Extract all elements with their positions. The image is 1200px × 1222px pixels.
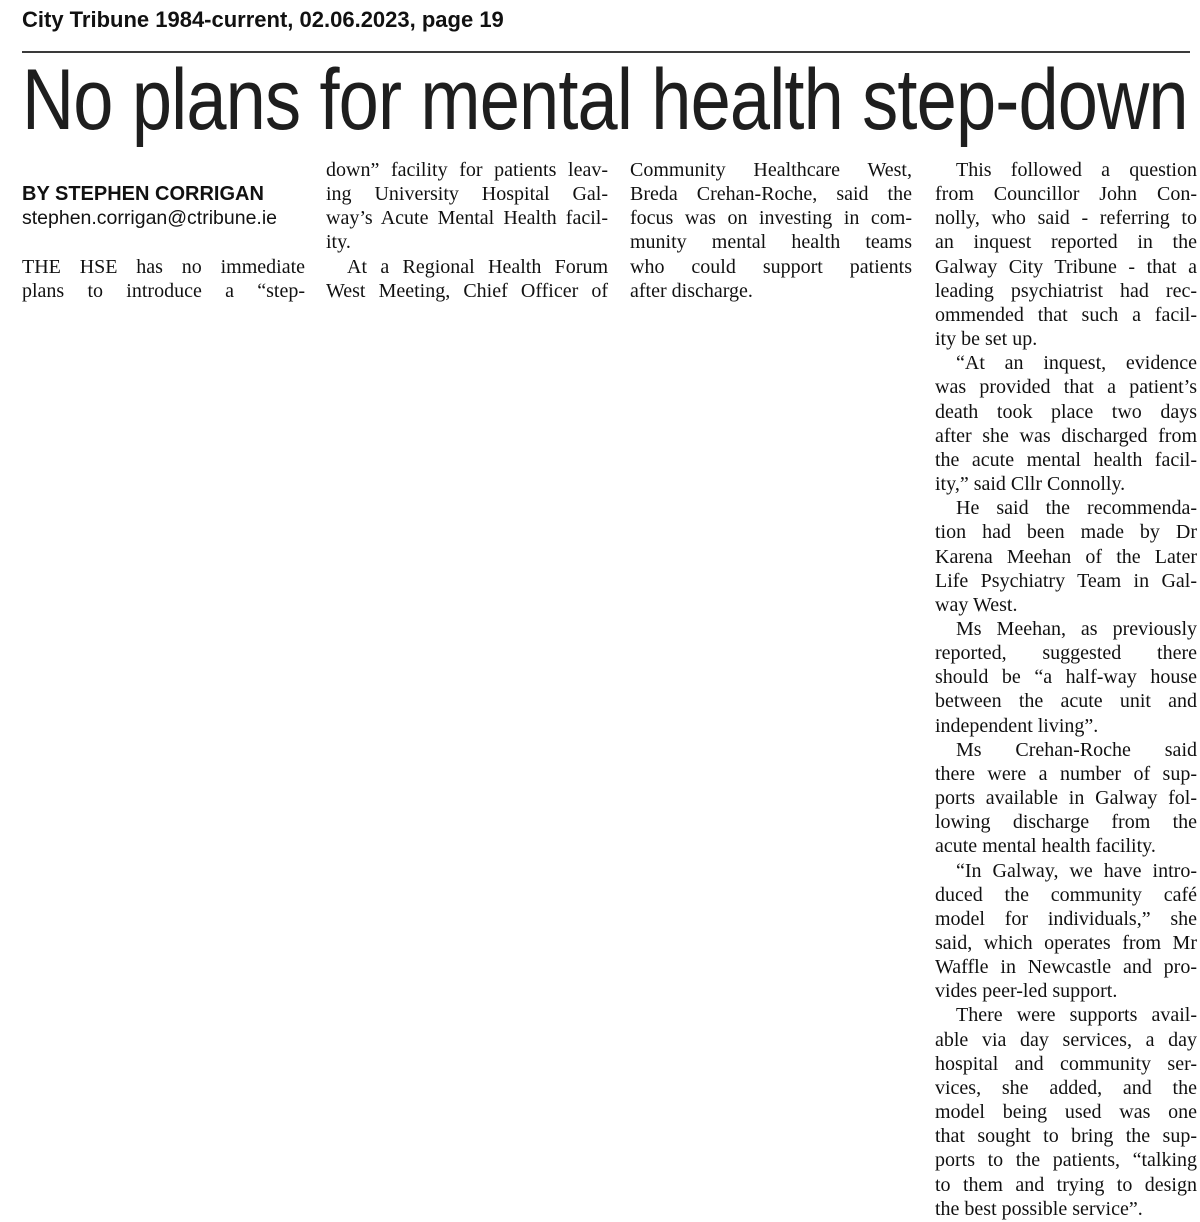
text-line: nolly, who said - referring to xyxy=(935,207,1197,230)
text-line: was provided that a patient’s xyxy=(935,376,1197,399)
text-line: Life Psychiatry Team in Gal- xyxy=(935,569,1197,592)
text-line: ports available in Galway fol- xyxy=(935,787,1197,810)
paragraph xyxy=(22,255,305,303)
column-3-body xyxy=(630,158,912,303)
article-column-4 xyxy=(935,158,1197,1221)
text-line: West Meeting, Chief Officer of xyxy=(326,279,608,302)
text-line: acute mental health facility. xyxy=(935,835,1156,858)
text-line: THE HSE has no immediate xyxy=(22,255,305,278)
source-line: City Tribune 1984-current, 02.06.2023, page 19 xyxy=(22,7,504,32)
text-line: ity,” said Cllr Connolly. xyxy=(935,473,1126,496)
text-line: “At an inquest, evidence xyxy=(956,352,1197,375)
column-2-body xyxy=(326,158,608,303)
text-line: focus was on investing in com- xyxy=(630,207,912,230)
text-line: way West. xyxy=(935,593,1018,616)
text-line: that sought to bring the sup- xyxy=(935,1125,1197,1148)
article-column-2 xyxy=(326,158,608,303)
author-email: stephen.corrigan@ctribune.ie xyxy=(22,207,278,230)
text-line: Galway City Tribune - that a xyxy=(935,255,1197,278)
text-line: Community Healthcare West, xyxy=(630,159,912,181)
text-line: after she was discharged from xyxy=(935,424,1197,447)
text-line: duced the community café xyxy=(935,883,1197,906)
text-line: death took place two days xyxy=(935,400,1197,423)
article-column-3 xyxy=(630,158,912,303)
column-1-body xyxy=(22,255,305,303)
text-line: reported, suggested there xyxy=(935,642,1197,665)
text-line: said, which operates from Mr xyxy=(935,932,1197,954)
text-line: model being used was one xyxy=(935,1101,1197,1124)
text-line: the best possible service”. xyxy=(935,1197,1143,1220)
text-line: an inquest reported in the xyxy=(935,231,1197,254)
paragraph xyxy=(935,859,1197,1004)
paragraph xyxy=(630,158,912,303)
text-line: from Councillor John Con- xyxy=(935,183,1197,206)
text-line: He said the recommenda- xyxy=(956,497,1197,520)
text-line: vices, she added, and the xyxy=(935,1076,1197,1099)
paragraph xyxy=(935,158,1197,351)
text-line: tion had been made by Dr xyxy=(935,521,1197,544)
byline: BY STEPHEN CORRIGAN xyxy=(22,183,264,206)
text-line: vides peer-led support. xyxy=(935,980,1118,1003)
text-line: there were a number of sup- xyxy=(935,762,1197,785)
text-line: to them and trying to design xyxy=(935,1173,1197,1196)
paragraph xyxy=(935,617,1197,738)
text-line: plans to introduce a “step- xyxy=(22,279,305,302)
text-line: ity be set up. xyxy=(935,328,1038,351)
text-line: Karena Meehan of the Later xyxy=(935,545,1197,568)
text-line: between the acute unit and xyxy=(935,690,1197,713)
text-line: Breda Crehan-Roche, said the xyxy=(630,183,912,206)
paragraph xyxy=(935,351,1197,496)
paragraph xyxy=(935,738,1197,859)
header-rule xyxy=(22,51,1190,53)
text-line: who could support patients xyxy=(630,255,912,278)
text-line: munity mental health teams xyxy=(630,231,912,254)
text-line: ity. xyxy=(326,231,351,254)
text-line: after discharge. xyxy=(630,279,753,302)
paragraph xyxy=(326,158,608,255)
headline-container xyxy=(22,57,1190,153)
text-line: At a Regional Health Forum xyxy=(347,255,608,278)
text-line: Ms Crehan-Roche said xyxy=(956,738,1197,761)
paragraph xyxy=(326,255,608,303)
text-line: ports to the patients, “talking xyxy=(935,1149,1197,1172)
column-4-body xyxy=(935,158,1197,1221)
text-line: way’s Acute Mental Health facil- xyxy=(326,207,608,230)
headline: No plans for mental health step-down xyxy=(22,57,1188,148)
text-line: independent living”. xyxy=(935,714,1099,737)
text-line: lowing discharge from the xyxy=(935,811,1197,834)
article-column-1 xyxy=(22,158,305,303)
text-line: “In Galway, we have intro- xyxy=(956,859,1197,882)
text-line: able via day services, a day xyxy=(935,1028,1197,1051)
text-line: leading psychiatrist had rec- xyxy=(935,279,1197,302)
text-line: This followed a question xyxy=(956,159,1197,181)
text-line: hospital and community ser- xyxy=(935,1052,1197,1075)
paragraph xyxy=(935,1003,1197,1220)
text-line: the acute mental health facil- xyxy=(935,448,1197,471)
text-line: ommended that such a facil- xyxy=(935,303,1197,326)
text-line: Ms Meehan, as previously xyxy=(956,617,1197,640)
text-line: down” facility for patients leav- xyxy=(326,159,608,181)
text-line: should be “a half-way house xyxy=(935,666,1197,689)
text-line: There were supports avail- xyxy=(956,1004,1197,1027)
text-line: Waffle in Newcastle and pro- xyxy=(935,956,1197,979)
paragraph xyxy=(935,496,1197,617)
text-line: model for individuals,” she xyxy=(935,907,1197,930)
text-line: ing University Hospital Gal- xyxy=(326,183,608,206)
